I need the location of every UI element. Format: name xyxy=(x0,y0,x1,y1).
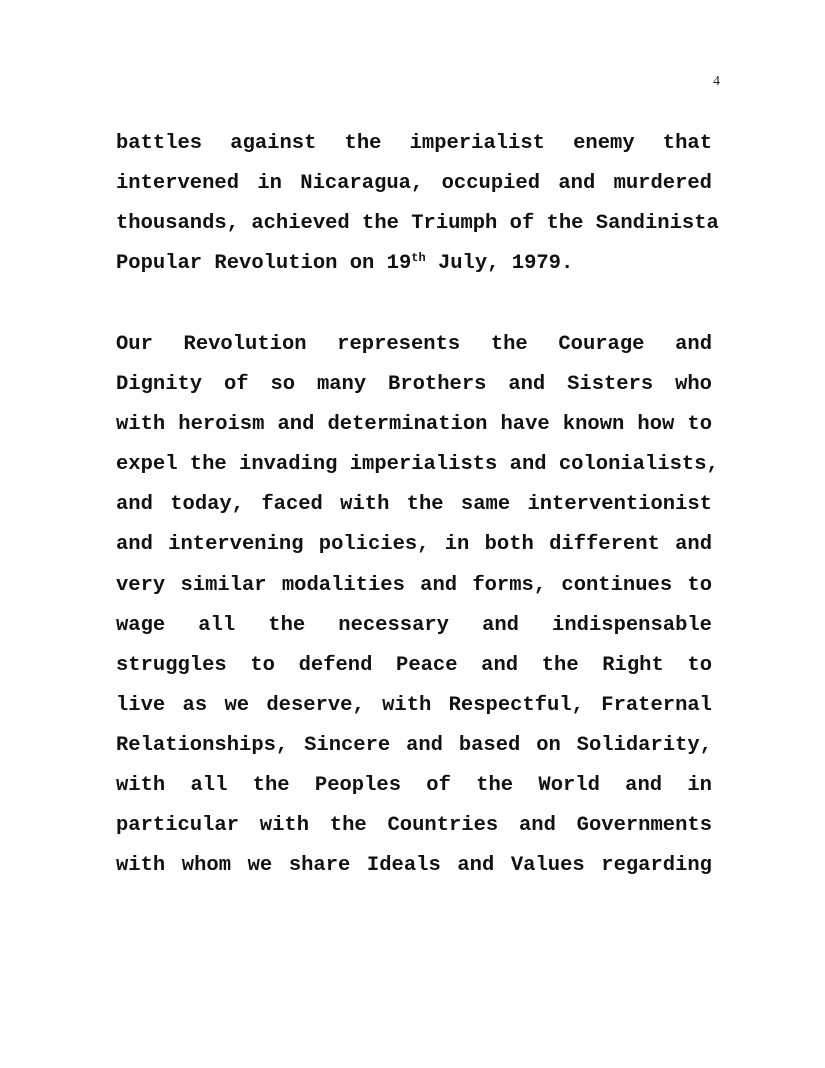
text-line: particular with the Countries and Governments xyxy=(116,814,712,838)
text-line: and today, faced with the same interventionist xyxy=(116,493,712,517)
text-line: with heroism and determination have known how to xyxy=(116,413,712,437)
text-line: thousands, achieved the Triumph of the Sandinista xyxy=(116,212,719,236)
text-line: expel the invading imperialists and colonialists, xyxy=(116,453,719,477)
text-line: live as we deserve, with Respectful, Fraternal xyxy=(116,693,712,717)
text-line: Relationships, Sincere and based on Solidarity, xyxy=(116,733,712,757)
text-line: wage all the necessary and indispensable xyxy=(116,613,712,637)
page-number: 4 xyxy=(713,74,720,89)
text-line: Dignity of so many Brothers and Sisters who xyxy=(116,373,712,397)
text-line: intervened in Nicaragua, occupied and murdered xyxy=(116,172,712,196)
text-line xyxy=(116,244,712,284)
text-fragment: July, 1979. xyxy=(425,252,574,276)
text-line: with whom we share Ideals and Values regarding xyxy=(116,854,712,878)
ordinal-superscript: th xyxy=(411,251,426,266)
text-line: with all the Peoples of the World and in xyxy=(116,774,712,798)
text-line: struggles to defend Peace and the Right to xyxy=(116,653,712,677)
text-line: very similar modalities and forms, continues to xyxy=(116,573,712,597)
text-line: Our Revolution represents the Courage and xyxy=(116,333,712,356)
text-line: and intervening policies, in both different and xyxy=(116,533,712,557)
paragraph-2 xyxy=(116,325,719,886)
paragraph-1 xyxy=(116,124,719,284)
text-line: battles against the imperialist enemy that xyxy=(116,132,712,155)
text-fragment: Popular Revolution on 19 xyxy=(116,252,412,276)
